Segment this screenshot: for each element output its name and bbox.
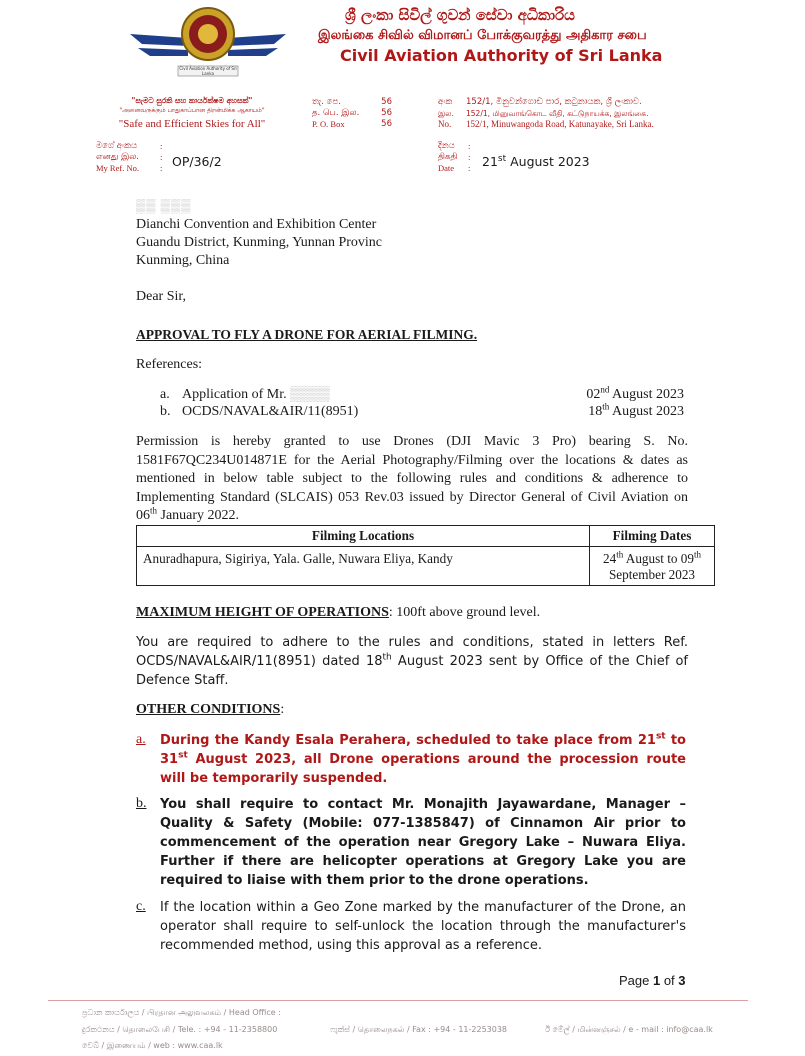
references-heading: References: (136, 357, 203, 372)
condition-a-text: During the Kandy Esala Perahera, scheduled to take place from 21 (160, 733, 656, 748)
address-label: No. (438, 119, 452, 129)
condition-letter: b. (136, 796, 147, 811)
date-end-rest: September 2023 (608, 567, 696, 582)
reference-date (588, 403, 684, 421)
footer-email: ඊ මේල් / மின்னஞ்சல் / e - mail : info@caa.lk (545, 1025, 713, 1034)
condition-a-sup: st (178, 750, 188, 761)
reference-date-day: 18 (588, 404, 603, 419)
adherence-text-end: August 2023 sent by Office of the Chief of Defence Staff. (136, 654, 689, 688)
po-value: 56 (381, 108, 392, 118)
reference-date (586, 386, 684, 404)
table-cell-dates (590, 547, 715, 586)
date-start-sup: th (616, 549, 624, 560)
reference-date-rest: August 2023 (612, 387, 684, 402)
date-label: Date (438, 163, 455, 173)
column-header: Filming Dates (590, 526, 715, 547)
date-label: திகதி (438, 152, 458, 162)
footer-divider (48, 1000, 748, 1001)
footer-tele: දුරකථනය / தொலைபேசி / Tele. : +94 - 11-2358800 (82, 1025, 278, 1034)
address-line: Guandu District, Kunming, Yunnan Provinc (136, 235, 383, 250)
po-label: තැ. පෙ. (312, 97, 341, 107)
letter-date (482, 154, 590, 169)
recipient-name-redacted: ▒▒ ▒▒▒ (136, 198, 192, 213)
condition-a-text: to 31 (160, 733, 686, 767)
date-sup: st (497, 153, 507, 164)
page-total: 3 (678, 973, 686, 988)
ref-label: මගේ අංකය (96, 141, 138, 151)
address-label: இல. (438, 109, 454, 118)
address-line: Dianchi Convention and Exhibition Center (136, 217, 377, 232)
po-value: 56 (381, 119, 392, 129)
address-line: 152/1, Minuwangoda Road, Katunayake, Sri Lanka. (466, 119, 654, 129)
other-conditions-heading (136, 702, 284, 718)
date-label: දිනය (438, 141, 455, 151)
page-current: 1 (652, 973, 661, 988)
reference-date-sup: nd (600, 384, 610, 395)
reference-item (160, 403, 684, 421)
reference-text: OCDS/NAVAL&AIR/11(8951) (182, 404, 359, 419)
redacted-name: ▒▒▒▒ (290, 387, 330, 402)
org-name-tamil: இலங்கை சிவில் விமானப் போக்குவரத்து அதிகார சபை (318, 28, 647, 43)
ref-label: எனது இல. (96, 152, 139, 162)
ref-labels (96, 141, 166, 174)
reference-letter: a. (160, 387, 170, 402)
subject-line: APPROVAL TO FLY A DRONE FOR AERIAL FILMING. (136, 327, 478, 342)
permission-paragraph (136, 433, 688, 526)
date-range-mid: August to 09 (623, 551, 694, 566)
column-header: Filming Locations (137, 526, 590, 547)
po-label: த. பெ. இல. (312, 108, 360, 118)
address-line: 152/1, மினுவாங்கொட வீதி, கட்டுநாயக்க, இலங்கை. (466, 109, 649, 118)
footer-fax: ෆැක්ස් / தொலைநகல் / Fax : +94 - 11-2253038 (330, 1025, 508, 1034)
salutation: Dear Sir, (136, 289, 186, 304)
slogan-tamil: "அனைவருக்கும் பாதுகாப்பான திறன்மிக்க ஆகாயம்" (119, 107, 265, 114)
reference-text: Application of Mr. (182, 387, 287, 402)
table-header-row (137, 526, 715, 547)
po-label: P. O. Box (312, 119, 345, 129)
date-start-day: 24 (603, 551, 617, 566)
address-line: 152/1, මිනුවන්ගොඩ පාර, කටුනායක, ශ්‍රී ලංකාව. (466, 97, 642, 107)
max-height-label: MAXIMUM HEIGHT OF OPERATIONS (136, 605, 389, 620)
condition-letter: a. (136, 732, 146, 747)
page-prefix: Page (619, 973, 653, 988)
address-block (438, 97, 728, 130)
condition-letter: c. (136, 899, 146, 914)
date-end-sup: th (693, 549, 701, 560)
date-colons: : : : (468, 141, 471, 173)
filming-table (136, 525, 715, 586)
permission-sup: th (150, 505, 158, 516)
ref-label: My Ref. No. (96, 163, 139, 173)
condition-c: If the location within a Geo Zone marked by the manufacturer of the Drone, an operator shall require to self-unlock the location through the manufacturer's recommended method, using this approval as a reference. (160, 900, 686, 953)
max-height-line (136, 604, 540, 622)
table-cell-location: Anuradhapura, Sigiriya, Yala. Galle, Nuwara Eliya, Kandy (137, 547, 590, 586)
other-conditions-colon: : (280, 702, 285, 717)
reference-date-sup: th (602, 401, 610, 412)
address-label: අංක (438, 97, 453, 107)
address-line: Kunming, China (136, 253, 230, 268)
permission-text: Permission is hereby granted to use Drones (DJI Mavic 3 Pro) bearing S. No. 1581F67QC234U014871E for the Aerial Photography/Filming over the locations & dates as mentioned in below table subject to the following rules and conditions & adherence to Implementing Standard (SLCAIS) 053 Rev.03 issued by Director General of Civil Aviation on 06 (136, 434, 688, 523)
date-labels (438, 141, 478, 174)
adherence-paragraph (136, 633, 688, 690)
reference-date-rest: August 2023 (612, 404, 684, 419)
condition-a-text: August 2023, all Drone operations around the procession route will be temporarily suspended. (160, 752, 686, 786)
condition-a (160, 731, 686, 788)
table-row (137, 547, 715, 586)
recipient-address (136, 216, 382, 270)
footer-head-office: ප්‍රධාන කාර්යාලය / பிரதான அலுவலகம் / Head Office : (82, 1008, 281, 1017)
emblem-caption: Civil Aviation Authority of Sri Lanka (179, 66, 237, 76)
caa-emblem (128, 4, 288, 96)
po-box-block (312, 97, 392, 130)
date-day: 21 (482, 154, 498, 169)
condition-b: You shall require to contact Mr. Monajith Jayawardane, Manager – Quality & Safety (Mobile: 077-1385847) of Cinnamon Air prior to commencement of the operation near Gregory Lake – Nuwara Eliya. Further if there are helicopter operations at Gregory Lake you are required to liaise with them prior to the drone operations. (160, 797, 686, 888)
slogan-sinhala: "සැමට සුරකි සහ කාර්යක්ෂම අහසක්" (131, 96, 253, 105)
ref-number: OP/36/2 (172, 154, 222, 169)
adherence-text: You are required to adhere to the rules and conditions, stated in letters Ref. OCDS/NAVAL&AIR/11(8951) dated 18 (136, 635, 688, 669)
reference-date-day: 02 (586, 387, 601, 402)
ref-colons: : : : (160, 141, 163, 173)
po-value: 56 (381, 97, 392, 107)
condition-a-sup: st (655, 731, 666, 742)
footer-web: වෙබ් / இணையம் / web : www.caa.lk (82, 1041, 223, 1050)
org-name-sinhala: ශ්‍රී ලංකා සිවිල් ගුවන් සේවා අධිකාරිය (345, 6, 575, 24)
page-of: of (660, 973, 679, 988)
org-name-english: Civil Aviation Authority of Sri Lanka (340, 46, 663, 65)
other-conditions-title: OTHER CONDITIONS (136, 702, 281, 717)
date-rest: August 2023 (510, 154, 590, 169)
permission-text-end: January 2022. (157, 508, 240, 523)
reference-letter: b. (160, 404, 171, 419)
page-number (619, 973, 686, 988)
adherence-sup: th (382, 652, 392, 663)
slogan-english: "Safe and Efficient Skies for All" (118, 118, 266, 130)
max-height-value: : 100ft above ground level. (388, 605, 541, 620)
